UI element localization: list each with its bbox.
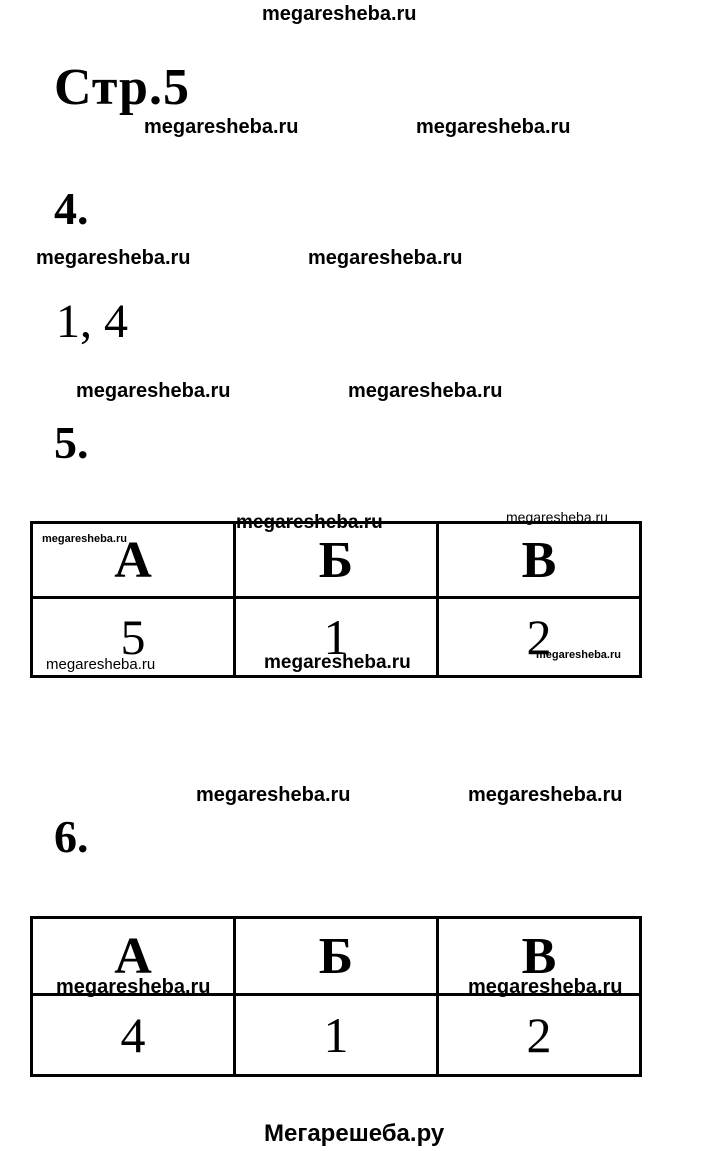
watermark: megaresheba.ru (236, 512, 383, 533)
watermark: megaresheba.ru (196, 784, 351, 806)
watermark: megaresheba.ru (348, 380, 503, 402)
task-4-answer: 1, 4 (56, 295, 128, 348)
footer-site-name: Мегарешеба.ру (264, 1120, 445, 1147)
table-cell: 2 (438, 598, 641, 677)
table-cell: 2 (438, 995, 641, 1076)
watermark: megaresheba.ru (76, 380, 231, 402)
watermark: megaresheba.ru (468, 976, 623, 998)
watermark: megaresheba.ru (36, 247, 191, 269)
table-header-cell: Б (235, 918, 438, 995)
task-6-number: 6. (54, 811, 89, 862)
watermark: megaresheba.ru (468, 784, 623, 806)
watermark: megaresheba.ru (264, 652, 411, 673)
table-cell: 4 (32, 995, 235, 1076)
table-cell: 1 (235, 598, 438, 677)
watermark: megaresheba.ru (42, 533, 127, 545)
table-header-cell: В (438, 918, 641, 995)
table-header-cell: Б (235, 523, 438, 598)
watermark: megaresheba.ru (506, 509, 608, 525)
watermark: megaresheba.ru (144, 116, 299, 138)
watermark: megaresheba.ru (46, 656, 156, 673)
table-cell: 1 (235, 995, 438, 1076)
table-header-cell: В (438, 523, 641, 598)
table-row (32, 995, 641, 1076)
table-header-cell: А (32, 918, 235, 995)
watermark-top: megaresheba.ru (262, 3, 417, 25)
watermark: megaresheba.ru (308, 247, 463, 269)
table-cell: 5 (32, 598, 235, 677)
page-title: Стр.5 (54, 59, 190, 116)
watermark: megaresheba.ru (56, 976, 211, 998)
watermark: megaresheba.ru (536, 649, 621, 661)
task-5-number: 5. (54, 417, 89, 468)
watermark: megaresheba.ru (416, 116, 571, 138)
task-4-number: 4. (54, 183, 89, 234)
table-header-cell: А (32, 523, 235, 598)
